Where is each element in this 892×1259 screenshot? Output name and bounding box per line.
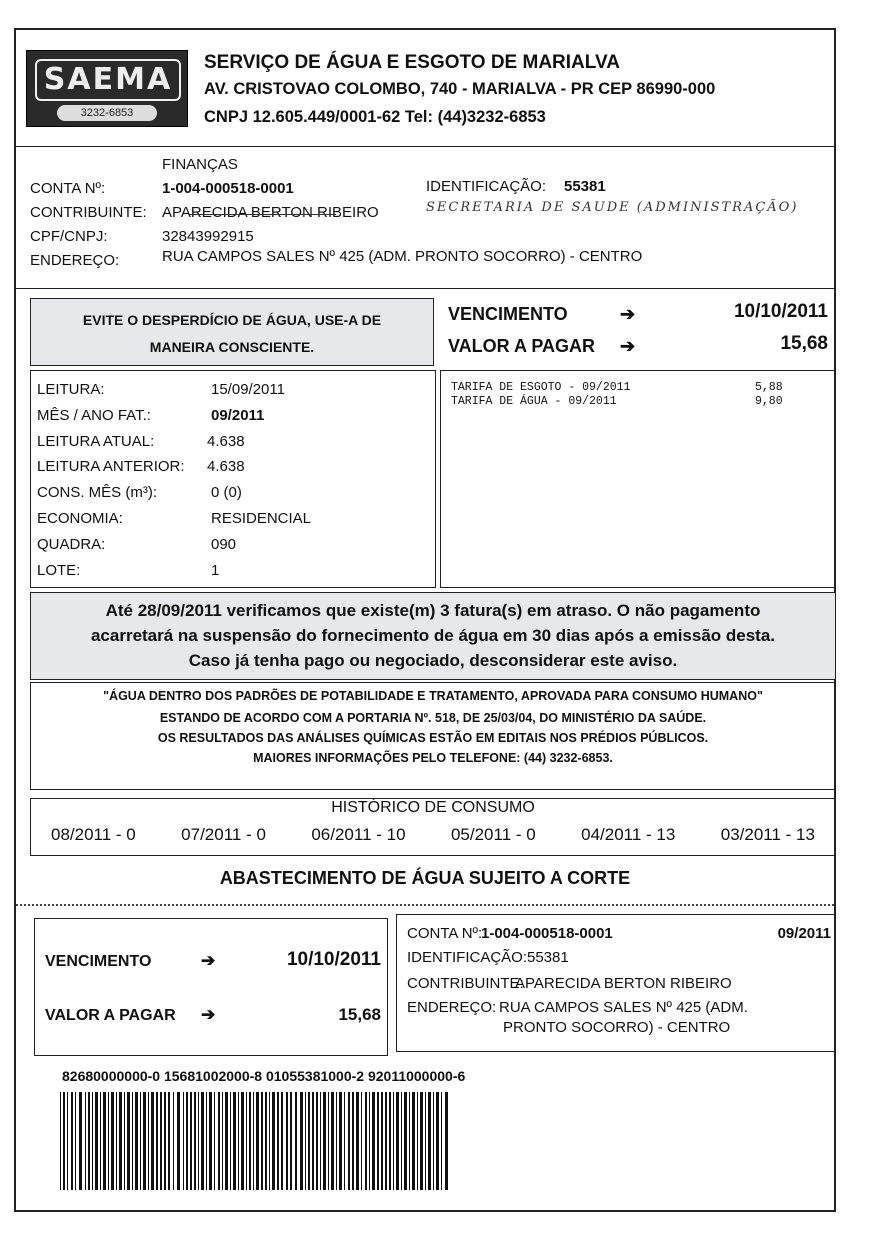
- stub-contribuinte-label: CONTRIBUINTE:: [407, 975, 524, 992]
- company-cnpj-tel: CNPJ 12.605.449/0001-62 Tel: (44)3232-6853: [204, 108, 546, 126]
- reading-value: 0 (0): [211, 484, 242, 502]
- valor-label: VALOR A PAGAR: [448, 336, 595, 356]
- tear-line: [16, 904, 834, 906]
- conservation-notice: [30, 298, 434, 366]
- strikethrough-mark: [188, 214, 336, 215]
- reading-value: 090: [211, 535, 237, 553]
- endereco-label: ENDEREÇO:: [30, 252, 120, 269]
- company-logo: [26, 50, 188, 127]
- endereco-value: RUA CAMPOS SALES Nº 425 (ADM. PRONTO SOCORRO) - CENTRO: [162, 248, 643, 265]
- company-address: AV. CRISTOVAO COLOMBO, 740 - MARIALVA - PR CEP 86990-000: [204, 80, 716, 98]
- conta-value: 1-004-000518-0001: [162, 180, 294, 197]
- quality-line3: OS RESULTADOS DAS ANÁLISES QUÍMICAS ESTÃO EM EDITAIS NOS PRÉDIOS PÚBLICOS.: [157, 731, 709, 745]
- water-bill-sheet: [14, 28, 836, 1212]
- overdue-warning-line1: Até 28/09/2011 verificamos que existe(m) 3 fatura(s) em atraso. O não pagamento: [105, 601, 761, 620]
- overdue-warning-line2: acarretará na suspensão do fornecimento de água em 30 dias após a emissão desta.: [90, 626, 776, 645]
- stub-conta-label: CONTA Nº:: [407, 925, 483, 942]
- stub-vencimento-label: VENCIMENTO: [45, 953, 152, 970]
- history-item: 03/2011 - 13: [720, 825, 815, 844]
- stub-endereco-line1: RUA CAMPOS SALES Nº 425 (ADM.: [499, 999, 748, 1016]
- reading-label: ECONOMIA:: [37, 510, 123, 527]
- supply-cut-notice: ABASTECIMENTO DE ÁGUA SUJEITO A CORTE: [219, 868, 631, 888]
- stub-conta-value: 1-004-000518-0001: [481, 925, 613, 942]
- reading-label: LEITURA:: [37, 381, 105, 398]
- reading-box: [30, 370, 436, 588]
- tariff-name: TARIFA DE ÁGUA - 09/2011: [451, 395, 617, 408]
- reading-label: LOTE:: [37, 561, 81, 579]
- identificacao-label: IDENTIFICAÇÃO:: [426, 178, 547, 195]
- identificacao-value: 55381: [564, 178, 606, 195]
- tariff-value: 5,88: [755, 381, 783, 394]
- history-item: 08/2011 - 0: [51, 825, 136, 844]
- stub-month: 09/2011: [777, 925, 831, 942]
- logo-text: SAEMA: [35, 59, 181, 101]
- stub-identificacao-label: IDENTIFICAÇÃO:: [407, 949, 528, 966]
- account-divider: [16, 288, 834, 289]
- arrow-icon: ➔: [201, 1005, 216, 1024]
- cpf-value: 32843992915: [162, 228, 254, 245]
- reading-value: 4.638: [207, 432, 245, 450]
- contribuinte-label: CONTRIBUINTE:: [30, 204, 147, 221]
- reading-value: 09/2011: [211, 406, 265, 424]
- valor-value: 15,68: [780, 333, 828, 354]
- water-quality-statement: [30, 682, 836, 790]
- arrow-icon: ➔: [201, 951, 216, 970]
- handwritten-note: SECRETARIA DE SAUDE (ADMINISTRAÇÃO): [426, 200, 799, 215]
- arrow-icon: ➔: [620, 304, 636, 324]
- logo-phone: 3232-6853: [57, 105, 157, 121]
- reading-label: CONS. MÊS (m³):: [37, 484, 157, 502]
- stub-account-box: [396, 914, 836, 1052]
- barcode-bars: [60, 1092, 580, 1192]
- header-divider: [16, 146, 834, 147]
- quality-line2: ESTANDO DE ACORDO COM A PORTARIA Nº. 518, DE 25/03/04, DO MINISTÉRIO DA SAÚDE.: [159, 711, 707, 725]
- stub-endereco-line2: PRONTO SOCORRO) - CENTRO: [503, 1019, 731, 1036]
- history-item: 04/2011 - 13: [581, 825, 676, 844]
- reading-label: LEITURA ATUAL:: [37, 432, 155, 450]
- stub-vencimento-value: 10/10/2011: [286, 949, 381, 970]
- cpf-label: CPF/CNPJ:: [30, 228, 108, 245]
- reading-value: 1: [211, 561, 220, 579]
- stub-contribuinte-value: APARECIDA BERTON RIBEIRO: [515, 975, 732, 992]
- stub-payment-box: [34, 918, 388, 1056]
- quality-line1: "ÁGUA DENTRO DOS PADRÕES DE POTABILIDADE E TRATAMENTO, APROVADA PARA CONSUMO HUMANO": [103, 689, 763, 703]
- reading-label: MÊS / ANO FAT.:: [37, 406, 151, 424]
- history-title: HISTÓRICO DE CONSUMO: [331, 799, 535, 816]
- reading-value: 4.638: [207, 458, 245, 476]
- stub-valor-label: VALOR A PAGAR: [45, 1007, 176, 1024]
- reading-value: RESIDENCIAL: [211, 510, 312, 527]
- vencimento-label: VENCIMENTO: [448, 304, 568, 324]
- barcode-digits: 82680000000-0 15681002000-8 01055381000-2 92011000000-6: [62, 1068, 466, 1084]
- reading-label: LEITURA ANTERIOR:: [37, 458, 185, 476]
- consumption-history: [30, 798, 836, 856]
- overdue-warning: [30, 592, 836, 680]
- overdue-warning-line3: Caso já tenha pago ou negociado, desconsiderar este aviso.: [188, 651, 678, 670]
- stub-valor-value: 15,68: [338, 1005, 381, 1024]
- conservation-notice-line1: EVITE O DESPERDÍCIO DE ÁGUA, USE-A DE: [82, 312, 382, 328]
- tariff-name: TARIFA DE ESGOTO - 09/2011: [451, 381, 631, 394]
- contribuinte-value: APARECIDA BERTON RIBEIRO: [162, 204, 379, 221]
- department-label: FINANÇAS: [162, 156, 238, 173]
- vencimento-value: 10/10/2011: [733, 301, 828, 322]
- history-item: 06/2011 - 10: [311, 825, 406, 844]
- tariff-box: [440, 370, 836, 588]
- conta-label: CONTA Nº:: [30, 180, 106, 197]
- history-item: 07/2011 - 0: [181, 825, 266, 844]
- reading-label: QUADRA:: [37, 535, 106, 553]
- stub-identificacao-value: 55381: [527, 949, 569, 966]
- tariff-value: 9,80: [755, 395, 783, 408]
- history-item: 05/2011 - 0: [450, 825, 536, 844]
- conservation-notice-line2: MANEIRA CONSCIENTE.: [149, 339, 315, 355]
- reading-value: 15/09/2011: [211, 381, 285, 398]
- stub-endereco-label: ENDEREÇO:: [407, 999, 497, 1016]
- company-name: SERVIÇO DE ÁGUA E ESGOTO DE MARIALVA: [204, 52, 620, 73]
- quality-line4: MAIORES INFORMAÇÕES PELO TELEFONE: (44) 3232-6853.: [253, 751, 613, 765]
- arrow-icon: ➔: [620, 336, 636, 356]
